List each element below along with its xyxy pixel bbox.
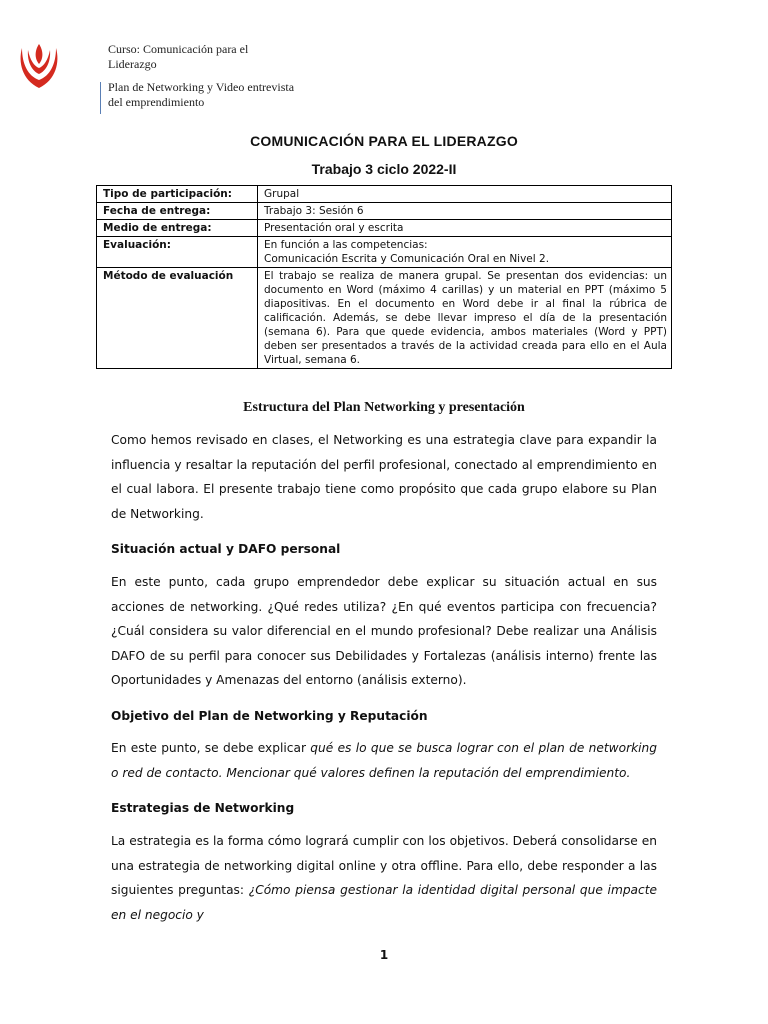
intro-paragraph: Como hemos revisado en clases, el Networking es una estrategia clave para expandir la influencia y resaltar la reputación del perfil profesional, conectado al emprendimiento en el cual labora. El presente trabajo tiene como propósito que cada grupo elabore su Plan de Networking. (111, 433, 657, 521)
section-1 (111, 541, 657, 557)
info-table (96, 185, 672, 369)
section-1-body (111, 570, 657, 693)
section-paragraph (111, 829, 657, 927)
section-3 (111, 800, 657, 816)
text-normal: La estrategia es la forma cómo logrará cumplir con los objetivos. Deberá consolidarse en una estrategia de networking digital online y otra offline. Para ello, debe responder a las siguientes preguntas: (111, 834, 657, 897)
header-plan: Plan de Networking y Video entrevista del emprendimiento (108, 80, 295, 109)
document-title: COMUNICACIÓN PARA EL LIDERAZGO (250, 133, 518, 149)
section-3-body (111, 829, 657, 927)
table-row (97, 220, 672, 237)
header-course: Curso: Comunicación para el Liderazgo (108, 42, 249, 71)
document-subtitle: Trabajo 3 ciclo 2022-II (311, 161, 457, 177)
row-value-line2: Comunicación Escrita y Comunicación Oral en Nivel 2. (264, 253, 550, 265)
row-value: Trabajo 3: Sesión 6 (258, 203, 672, 220)
intro-paragraph-wrap (111, 428, 657, 526)
text-italic: ¿Cómo piensa gestionar la identidad digital personal que impacte en el negocio y (111, 883, 657, 922)
table-row (97, 237, 672, 268)
section-heading: Objetivo del Plan de Networking y Reputación (111, 709, 428, 723)
text-normal: En este punto, se debe explicar (111, 741, 311, 755)
table-row (97, 268, 672, 369)
row-value: En función a las competencias: (264, 239, 428, 251)
row-label: Medio de entrega: (97, 220, 258, 237)
section-2 (111, 708, 657, 724)
row-label: Método de evaluación (97, 268, 258, 369)
text-italic: qué es lo que se busca lograr con el plan de networking o red de contacto. Mencionar qué valores definen la reputación del emprendimiento. (111, 741, 657, 780)
row-value: Grupal (258, 186, 672, 203)
row-value-group (258, 237, 672, 268)
row-label: Tipo de participación: (97, 186, 258, 203)
section-heading: Estrategias de Networking (111, 801, 295, 815)
section-paragraph (111, 736, 657, 785)
section-heading: Situación actual y DAFO personal (111, 542, 341, 556)
row-value: El trabajo se realiza de manera grupal. Se presentan dos evidencias: un documento en Word (máximo 4 carillas) y un material en PPT (máximo 5 diapositivas. En el documento en Word debe ir al final la rúbrica de calificación. Además, se debe llevar impreso el día de la presentación (semana 6). Para que quede evidencia, ambos materiales (Word y PPT) deben ser presentados a través de la actividad creada para ello en el Aula Virtual, semana 6. (258, 268, 672, 369)
university-logo-icon (16, 40, 62, 104)
page-number: 1 (379, 948, 389, 962)
row-value: Presentación oral y escrita (258, 220, 672, 237)
header-divider (100, 82, 101, 114)
row-label: Evaluación: (97, 237, 258, 268)
row-label: Fecha de entrega: (97, 203, 258, 220)
section-title: Estructura del Plan Networking y presentación (243, 400, 525, 415)
section-paragraph: En este punto, cada grupo emprendedor debe explicar su situación actual en sus acciones de networking. ¿Qué redes utiliza? ¿En qué eventos participa con frecuencia? ¿Cuál considera su valor diferencial en el mundo profesional? Debe realizar una Análisis DAFO de su perfil para conocer sus Debilidades y Fortalezas (análisis interno) frente las Oportunidades y Amenazas del entorno (análisis externo). (111, 575, 657, 687)
section-2-body (111, 736, 657, 785)
table-row (97, 186, 672, 203)
table-row (97, 203, 672, 220)
